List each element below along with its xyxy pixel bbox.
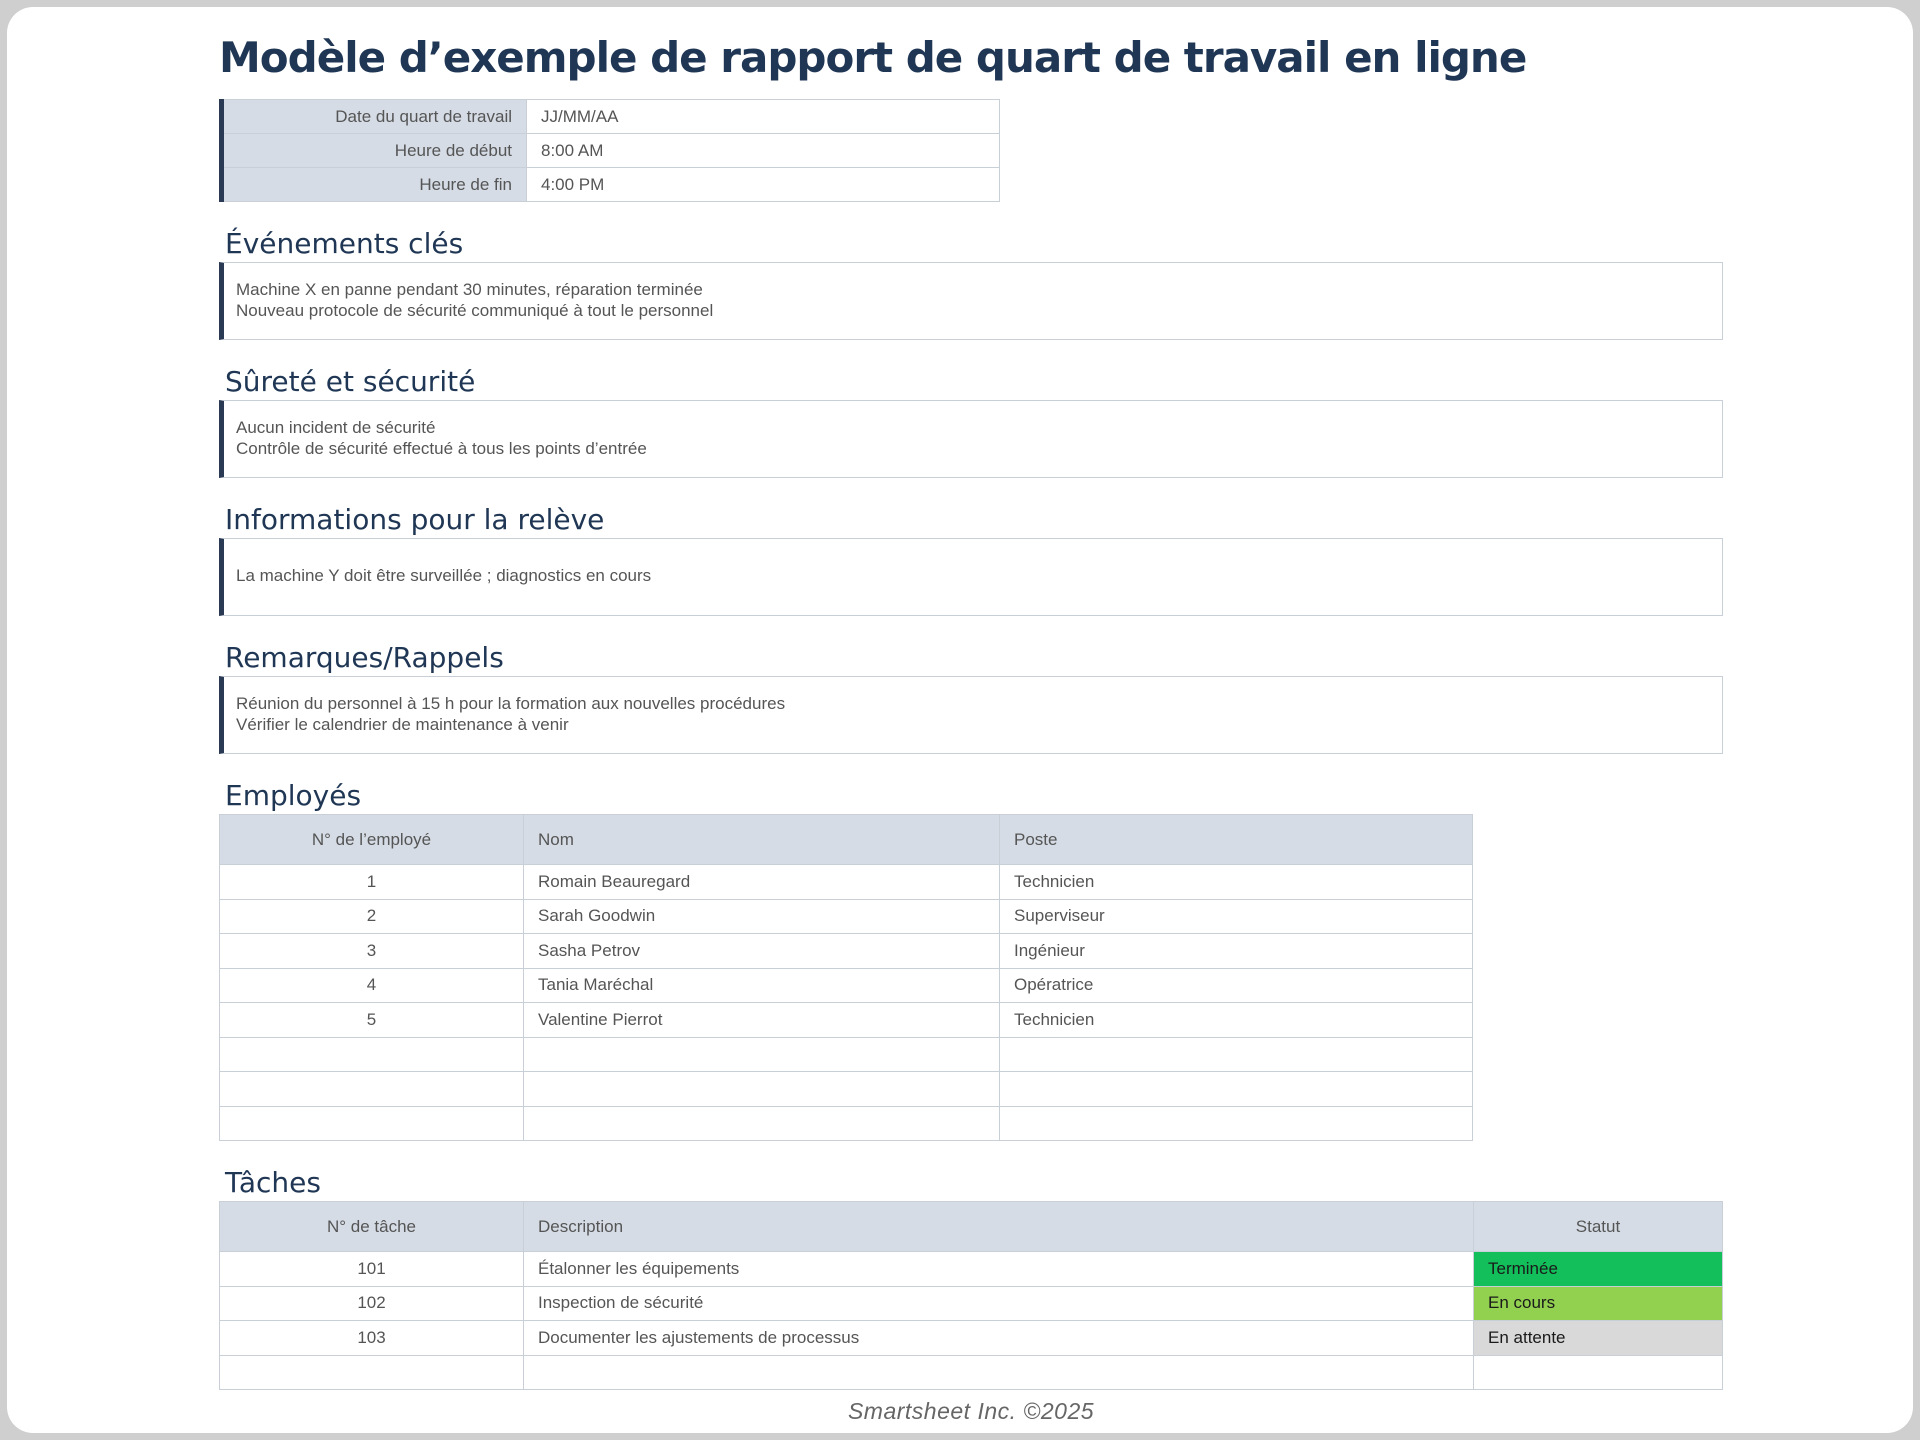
table-row	[220, 968, 1473, 1003]
task-description[interactable]: Étalonner les équipements	[524, 1252, 1474, 1287]
employee-name[interactable]: Romain Beauregard	[524, 865, 1000, 900]
notes-line-1: Réunion du personnel à 15 h pour la formation aux nouvelles procédures	[236, 694, 786, 713]
page-title: Modèle d’exemple de rapport de quart de travail en ligne	[219, 33, 1527, 82]
tasks-table	[219, 1201, 1723, 1390]
table-row	[220, 1286, 1723, 1321]
employee-id[interactable]: 4	[220, 968, 524, 1003]
document-frame	[7, 7, 1913, 1433]
section-title-notes: Remarques/Rappels	[225, 641, 504, 674]
events-line-2: Nouveau protocole de sécurité communiqué à tout le personnel	[236, 301, 714, 320]
report-page	[219, 31, 1723, 1425]
employee-id[interactable]: 5	[220, 1003, 524, 1038]
events-line-1: Machine X en panne pendant 30 minutes, réparation terminée	[236, 280, 703, 299]
table-row	[220, 1321, 1723, 1356]
section-title-safety: Sûreté et sécurité	[225, 365, 476, 398]
empty-row	[220, 1037, 1473, 1072]
start-time-label: Heure de début	[222, 134, 527, 168]
empty-row	[220, 1072, 1473, 1107]
empty-cell[interactable]	[220, 1355, 524, 1390]
safety-line-2: Contrôle de sécurité effectué à tous les points d’entrée	[236, 439, 647, 458]
start-time-value[interactable]: 8:00 AM	[527, 134, 1000, 168]
shift-date-value[interactable]: JJ/MM/AA	[527, 100, 1000, 134]
task-id[interactable]: 102	[220, 1286, 524, 1321]
shift-date-label: Date du quart de travail	[222, 100, 527, 134]
employees-header-role: Poste	[1000, 815, 1473, 865]
empty-cell[interactable]	[1474, 1355, 1723, 1390]
task-id[interactable]: 103	[220, 1321, 524, 1356]
status-badge[interactable]: En attente	[1474, 1321, 1723, 1356]
section-box-handover[interactable]	[219, 538, 1723, 616]
shift-date-row	[222, 100, 1000, 134]
empty-cell[interactable]	[1000, 1106, 1473, 1141]
tasks-header-row	[220, 1202, 1723, 1252]
end-time-value[interactable]: 4:00 PM	[527, 168, 1000, 202]
section-box-notes[interactable]	[219, 676, 1723, 754]
employee-role[interactable]: Technicien	[1000, 865, 1473, 900]
tasks-header-status: Statut	[1474, 1202, 1723, 1252]
table-row	[220, 865, 1473, 900]
employees-header-id: N° de l’employé	[220, 815, 524, 865]
empty-cell[interactable]	[524, 1072, 1000, 1107]
employee-role[interactable]: Opératrice	[1000, 968, 1473, 1003]
empty-cell[interactable]	[524, 1106, 1000, 1141]
empty-cell[interactable]	[1000, 1072, 1473, 1107]
employee-name[interactable]: Valentine Pierrot	[524, 1003, 1000, 1038]
employees-table	[219, 814, 1473, 1141]
employee-role[interactable]: Technicien	[1000, 1003, 1473, 1038]
employee-id[interactable]: 1	[220, 865, 524, 900]
section-title-events: Événements clés	[225, 227, 464, 260]
employee-id[interactable]: 3	[220, 934, 524, 969]
section-box-safety[interactable]	[219, 400, 1723, 478]
handover-line-1: La machine Y doit être surveillée ; diagnostics en cours	[236, 566, 652, 585]
employee-name[interactable]: Sasha Petrov	[524, 934, 1000, 969]
employee-id[interactable]: 2	[220, 899, 524, 934]
empty-row	[220, 1106, 1473, 1141]
tasks-header-description: Description	[524, 1202, 1474, 1252]
shift-info-table	[219, 99, 1000, 202]
notes-line-2: Vérifier le calendrier de maintenance à venir	[236, 715, 569, 734]
section-box-events[interactable]	[219, 262, 1723, 340]
section-title-handover: Informations pour la relève	[225, 503, 605, 536]
safety-line-1: Aucun incident de sécurité	[236, 418, 436, 437]
table-row	[220, 1003, 1473, 1038]
employees-header-row	[220, 815, 1473, 865]
empty-cell[interactable]	[524, 1037, 1000, 1072]
employee-role[interactable]: Ingénieur	[1000, 934, 1473, 969]
employee-role[interactable]: Superviseur	[1000, 899, 1473, 934]
employees-header-name: Nom	[524, 815, 1000, 865]
table-row	[220, 934, 1473, 969]
section-title-employees: Employés	[225, 779, 362, 812]
empty-cell[interactable]	[1000, 1037, 1473, 1072]
status-badge[interactable]: Terminée	[1474, 1252, 1723, 1287]
employee-name[interactable]: Sarah Goodwin	[524, 899, 1000, 934]
task-id[interactable]: 101	[220, 1252, 524, 1287]
end-time-row	[222, 168, 1000, 202]
task-description[interactable]: Documenter les ajustements de processus	[524, 1321, 1474, 1356]
table-row	[220, 1252, 1723, 1287]
empty-cell[interactable]	[524, 1355, 1474, 1390]
task-description[interactable]: Inspection de sécurité	[524, 1286, 1474, 1321]
footer-copyright: Smartsheet Inc. ©2025	[847, 1398, 1095, 1424]
empty-row	[220, 1355, 1723, 1390]
end-time-label: Heure de fin	[222, 168, 527, 202]
empty-cell[interactable]	[220, 1072, 524, 1107]
start-time-row	[222, 134, 1000, 168]
section-title-tasks: Tâches	[225, 1166, 321, 1199]
table-row	[220, 899, 1473, 934]
empty-cell[interactable]	[220, 1037, 524, 1072]
status-badge[interactable]: En cours	[1474, 1286, 1723, 1321]
employee-name[interactable]: Tania Maréchal	[524, 968, 1000, 1003]
tasks-header-id: N° de tâche	[220, 1202, 524, 1252]
empty-cell[interactable]	[220, 1106, 524, 1141]
